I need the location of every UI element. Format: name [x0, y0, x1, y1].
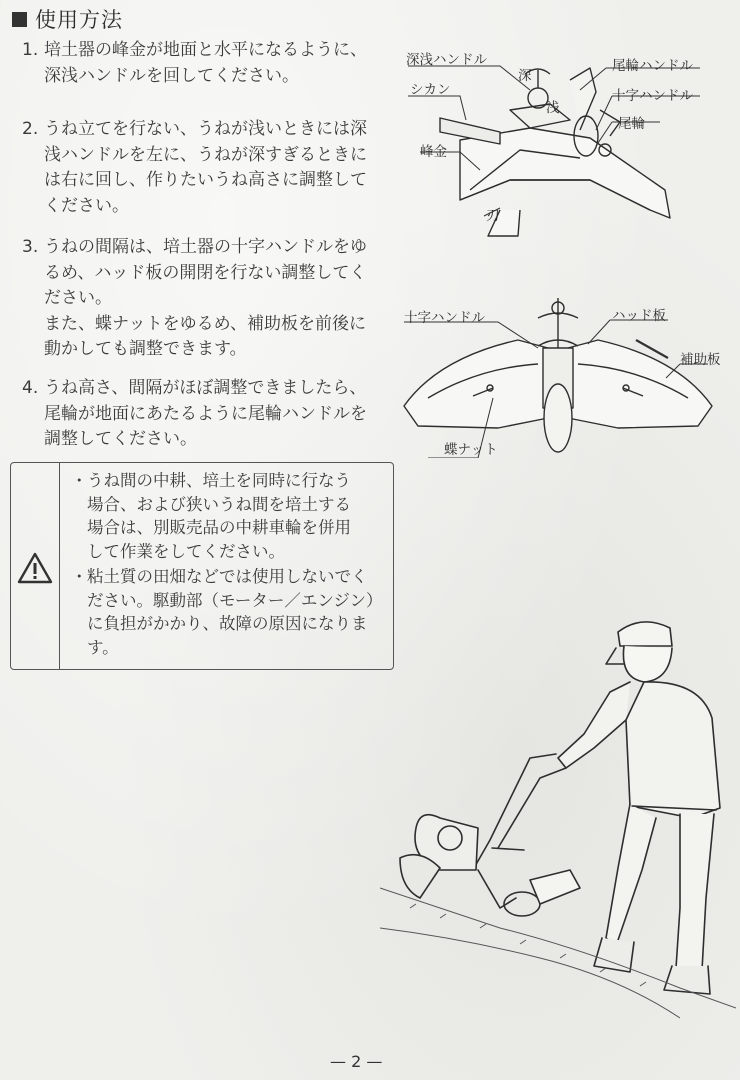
label-deep: 深: [518, 68, 532, 84]
label-aux-plate: 補助板: [680, 352, 721, 368]
page-number: — 2 —: [330, 1052, 383, 1071]
warning-box: [10, 462, 394, 670]
label-shikan: シカン: [410, 82, 451, 98]
step-line: 培土器の峰金が地面と水平になるように、: [44, 40, 367, 60]
step-line: うねの間隔は、培土器の十字ハンドルをゆ: [44, 237, 367, 257]
bullet: ・: [71, 471, 88, 490]
step-number: 1.: [22, 40, 39, 60]
section-heading: [12, 4, 123, 34]
step-4: [22, 376, 402, 453]
step-line: ださい。: [44, 288, 112, 308]
warning-divider: [59, 463, 60, 669]
label-cross-handle: 十字ハンドル: [612, 88, 693, 104]
label-blade: 刃: [486, 208, 500, 224]
step-3: [22, 235, 402, 363]
label-cross-handle-2: 十字ハンドル: [404, 310, 485, 326]
label-minekane: 峰金: [420, 144, 447, 160]
step-1: [22, 38, 402, 89]
step-2: [22, 117, 402, 219]
bullet: ・: [71, 567, 88, 586]
step-line: 調整してください。: [44, 429, 197, 449]
warning-line: うね間の中耕、培土を同時に行なう: [87, 471, 351, 490]
warning-line: して作業をしてください。: [87, 541, 285, 561]
warning-item: [69, 565, 389, 659]
worker-cultivator-illustration: [380, 608, 736, 1028]
label-shallow: 浅: [546, 100, 560, 116]
warning-line: に負担がかかり、故障の原因になりま: [87, 614, 368, 633]
warning-line: 場合は、別販売品の中耕車輪を併用: [87, 518, 351, 537]
step-line: 浅ハンドルを左に、うねが深すぎるときに: [44, 144, 367, 165]
label-tail-handle: 尾輪ハンドル: [612, 58, 693, 74]
label-hud-plate: ハッド板: [612, 308, 666, 324]
step-line: うね高さ、間隔がほぼ調整できましたら、: [44, 378, 367, 398]
warning-line: 粘土質の田畑などでは使用しないでく: [87, 567, 368, 586]
warning-items: [69, 469, 389, 661]
label-wing-nut: 蝶ナット: [444, 442, 498, 458]
step-line: また、蝶ナットをゆるめ、補助板を前後に: [44, 313, 366, 334]
step-line: 尾輪が地面にあたるように尾輪ハンドルを: [44, 403, 367, 424]
heading-text: 使用方法: [35, 8, 123, 32]
step-number: 3.: [22, 237, 39, 257]
step-line: ください。: [44, 195, 129, 216]
warning-line: 場合、および狭いうね間を培土する: [87, 494, 351, 514]
step-number: 4.: [22, 378, 39, 398]
step-line: るめ、ハッド板の開閉を行ない調整してく: [44, 262, 367, 283]
warning-line: ださい。駆動部（モーター／エンジン）: [87, 590, 383, 610]
label-tail-wheel: 尾輪: [618, 116, 645, 132]
warning-triangle-icon: [17, 551, 53, 585]
step-line: 深浅ハンドルを回してください。: [44, 65, 299, 86]
step-line: は右に回し、作りたいうね高さに調整して: [44, 170, 367, 190]
heading-square-icon: [12, 12, 27, 27]
step-line: 動かしても調整できます。: [44, 339, 247, 359]
warning-line: す。: [87, 637, 119, 657]
step-line: うね立てを行ない、うねが浅いときには深: [44, 119, 367, 139]
step-number: 2.: [22, 119, 39, 139]
ridger-rear-illustration: [398, 278, 728, 458]
label-depth-handle: 深浅ハンドル: [406, 52, 487, 68]
warning-item: [69, 469, 389, 563]
